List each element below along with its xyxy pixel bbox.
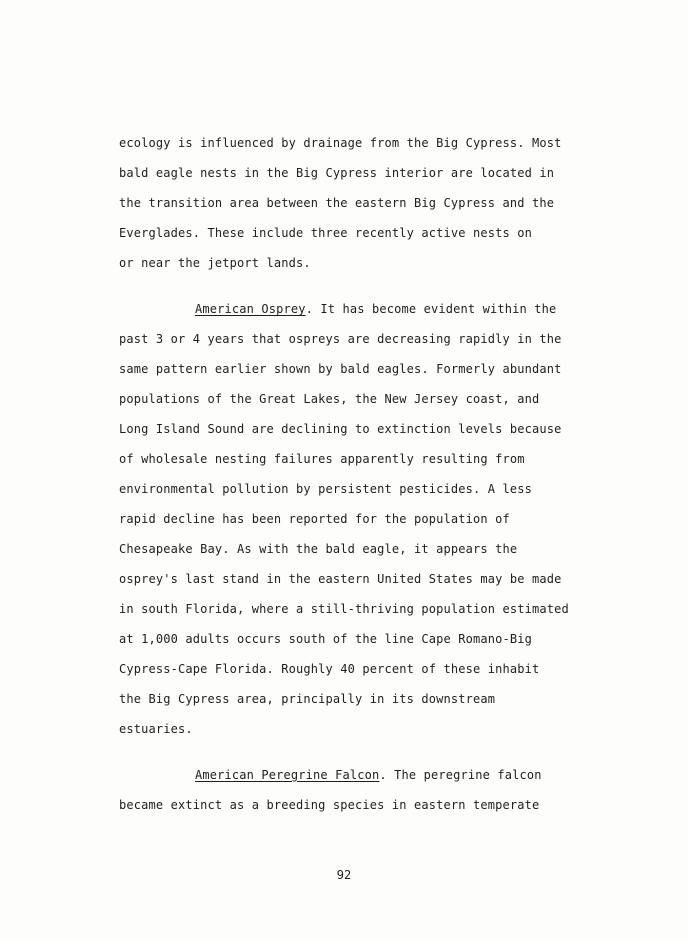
- text-line: rapid decline has been reported for the population of: [119, 512, 510, 526]
- text-line: bald eagle nests in the Big Cypress interior are located in: [119, 166, 555, 180]
- text-line: osprey's last stand in the eastern United States may be made: [119, 572, 562, 586]
- text-line: Everglades. These include three recently active nests on: [119, 226, 532, 240]
- text-fragment: . The peregrine falcon: [379, 768, 542, 782]
- text-line: became extinct as a breeding species in eastern temperate: [119, 798, 540, 812]
- text-line: Long Island Sound are declining to extinction levels because: [119, 422, 562, 436]
- text-fragment: . It has become evident within the: [305, 302, 557, 316]
- paragraph-gap: [119, 744, 589, 760]
- text-line: [119, 294, 589, 324]
- text-line: same pattern earlier shown by bald eagles. Formerly abundant: [119, 362, 562, 376]
- text-line: populations of the Great Lakes, the New Jersey coast, and: [119, 392, 540, 406]
- text-line: of wholesale nesting failures apparently resulting from: [119, 452, 525, 466]
- text-line: in south Florida, where a still-thriving population estimated: [119, 602, 569, 616]
- page-number: 92: [336, 868, 352, 882]
- paragraph-gap: [119, 278, 589, 294]
- text-line: past 3 or 4 years that ospreys are decreasing rapidly in the: [119, 332, 562, 346]
- text-line: Cypress-Cape Florida. Roughly 40 percent of these inhabit: [119, 662, 540, 676]
- body-text: [119, 128, 589, 820]
- section-heading-peregrine: American Peregrine Falcon: [195, 768, 380, 782]
- text-line: ecology is influenced by drainage from the Big Cypress. Most: [119, 136, 562, 150]
- text-line: environmental pollution by persistent pesticides. A less: [119, 482, 532, 496]
- text-line: at 1,000 adults occurs south of the line Cape Romano-Big: [119, 632, 532, 646]
- text-line: [119, 760, 589, 790]
- text-line: estuaries.: [119, 722, 193, 736]
- text-line: the Big Cypress area, principally in its downstream: [119, 692, 496, 706]
- text-line: the transition area between the eastern Big Cypress and the: [119, 196, 555, 210]
- text-line: or near the jetport lands.: [119, 256, 311, 270]
- section-heading-osprey: American Osprey: [195, 302, 306, 316]
- text-line: Chesapeake Bay. As with the bald eagle, it appears the: [119, 542, 518, 556]
